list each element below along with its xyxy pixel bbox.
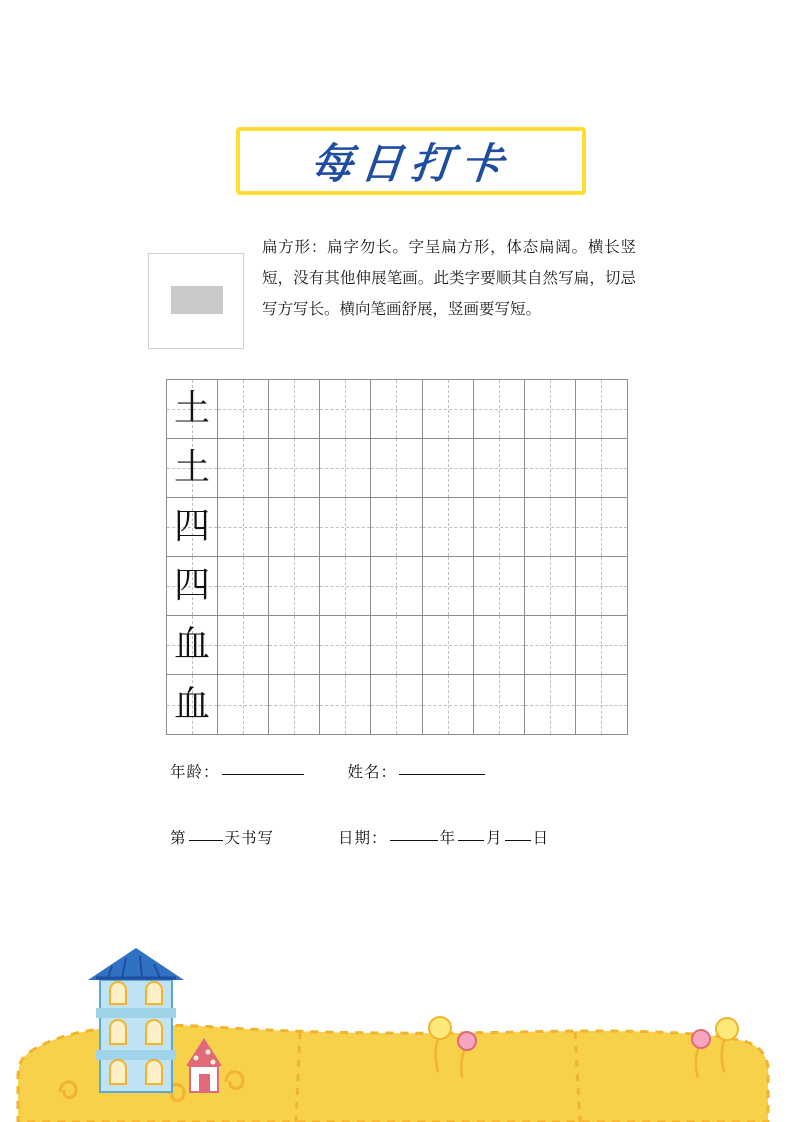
- grid-cell[interactable]: [371, 675, 422, 734]
- grid-cell[interactable]: [371, 439, 422, 498]
- grid-cell[interactable]: [269, 616, 320, 675]
- grid-cell[interactable]: [167, 498, 218, 557]
- year-unit-label: 年: [439, 830, 457, 847]
- date-label: 日期：: [338, 830, 388, 847]
- decor-svg: [0, 882, 793, 1122]
- grid-cell-char: 土: [174, 447, 211, 488]
- flower-head-yellow-1: [429, 1017, 451, 1039]
- grid-cell[interactable]: [167, 675, 218, 734]
- decor-illustration: [0, 882, 793, 1122]
- example-character-placeholder: [171, 286, 223, 314]
- grid-cell[interactable]: [525, 498, 576, 557]
- grid-cell[interactable]: [576, 498, 627, 557]
- name-label: 姓名：: [347, 764, 398, 781]
- tower-roof: [88, 948, 184, 980]
- grid-cell[interactable]: [320, 380, 371, 439]
- grid-cell[interactable]: [218, 557, 269, 616]
- grid-cell[interactable]: [167, 439, 218, 498]
- date-month-blank[interactable]: [458, 839, 484, 841]
- instruction-text: 扁方形：扁字勿长。字呈扁方形，体态扁阔。横长竖短，没有其他伸展笔画。此类字要顺其自然写扁，切忌写方写长。横向笔画舒展，竖画要写短。: [262, 239, 636, 318]
- month-unit-label: 月: [486, 830, 503, 847]
- grid-cell[interactable]: [320, 439, 371, 498]
- grid-cell[interactable]: [474, 557, 525, 616]
- page-title: 每日打卡: [308, 139, 514, 188]
- age-name-row: [170, 760, 487, 782]
- grid-cell-char: 血: [174, 624, 211, 665]
- house-roof-dot-3: [211, 1060, 216, 1065]
- grid-cell[interactable]: [423, 439, 474, 498]
- grid-cell[interactable]: [371, 380, 422, 439]
- house-roof-dot-1: [194, 1056, 199, 1061]
- grid-cell[interactable]: [474, 380, 525, 439]
- grid-cell[interactable]: [576, 380, 627, 439]
- grid-cell[interactable]: [320, 498, 371, 557]
- grid-cell-char: 土: [174, 388, 211, 429]
- grid-cell[interactable]: [320, 616, 371, 675]
- grid-cell[interactable]: [423, 557, 474, 616]
- date-day-blank[interactable]: [505, 839, 531, 841]
- grid-cell[interactable]: [576, 675, 627, 734]
- grid-cell[interactable]: [269, 439, 320, 498]
- grid-cell[interactable]: [474, 439, 525, 498]
- grid-cell[interactable]: [576, 616, 627, 675]
- age-input-blank[interactable]: [222, 773, 304, 775]
- day-number-blank[interactable]: [189, 839, 223, 841]
- grid-cell[interactable]: [525, 616, 576, 675]
- grid-cell-char: 四: [174, 506, 211, 547]
- page-title-box: [236, 127, 586, 195]
- practice-grid: [166, 379, 628, 735]
- grid-cell[interactable]: [423, 616, 474, 675]
- grid-cell[interactable]: [423, 380, 474, 439]
- grid-cell[interactable]: [269, 557, 320, 616]
- grid-cell[interactable]: [167, 380, 218, 439]
- grid-cell[interactable]: [269, 380, 320, 439]
- grid-cell-char: 四: [174, 565, 211, 606]
- tower-band-2: [96, 1050, 176, 1060]
- day-suffix-label: 天书写: [224, 830, 275, 847]
- grid-cell[interactable]: [218, 616, 269, 675]
- day-prefix-label: 第: [170, 830, 187, 847]
- grid-cell[interactable]: [576, 439, 627, 498]
- grid-cell[interactable]: [371, 557, 422, 616]
- grid-cell[interactable]: [269, 675, 320, 734]
- grid-cell[interactable]: [218, 380, 269, 439]
- grid-cell[interactable]: [474, 498, 525, 557]
- day-date-row: [170, 826, 549, 848]
- example-character-box: [148, 253, 244, 349]
- grid-cell[interactable]: [474, 675, 525, 734]
- grid-cell[interactable]: [525, 380, 576, 439]
- grid-cell-char: 血: [174, 683, 211, 725]
- name-input-blank[interactable]: [399, 773, 485, 775]
- grid-cell[interactable]: [218, 439, 269, 498]
- grid-cell[interactable]: [576, 557, 627, 616]
- date-year-blank[interactable]: [390, 839, 438, 841]
- house-door: [199, 1074, 210, 1092]
- day-unit-label: 日: [532, 830, 550, 847]
- grid-cell[interactable]: [320, 675, 371, 734]
- flower-head-pink-1: [458, 1032, 476, 1050]
- grid-cell[interactable]: [218, 498, 269, 557]
- house-roof-dot-2: [206, 1050, 211, 1055]
- age-label: 年龄：: [170, 764, 220, 781]
- flower-head-yellow-2: [716, 1018, 738, 1040]
- grid-cell[interactable]: [320, 557, 371, 616]
- grid-cell[interactable]: [371, 616, 422, 675]
- grid-cell[interactable]: [423, 498, 474, 557]
- grid-cell[interactable]: [269, 498, 320, 557]
- grid-cell[interactable]: [474, 616, 525, 675]
- grid-cell[interactable]: [371, 498, 422, 557]
- grid-cell[interactable]: [525, 439, 576, 498]
- grid-cell[interactable]: [525, 675, 576, 734]
- grid-cell[interactable]: [167, 557, 218, 616]
- grid-cell[interactable]: [167, 616, 218, 675]
- grid-cell[interactable]: [423, 675, 474, 734]
- tower-band-1: [96, 1008, 176, 1018]
- grid-cell[interactable]: [525, 557, 576, 616]
- flower-head-pink-2: [692, 1030, 710, 1048]
- grid-cell[interactable]: [218, 675, 269, 734]
